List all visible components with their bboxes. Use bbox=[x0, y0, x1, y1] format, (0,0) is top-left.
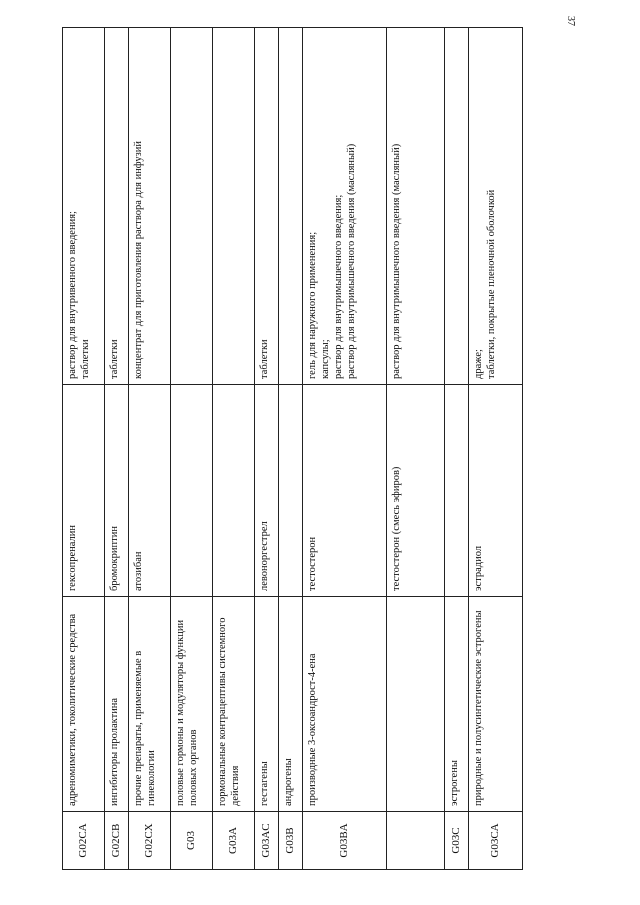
dosage-forms-cell bbox=[171, 28, 213, 385]
dosage-form: таблетки bbox=[259, 339, 270, 379]
table-row bbox=[279, 28, 303, 870]
dosage-form: раствор для внутривенного введения; bbox=[67, 211, 78, 379]
dosage-forms-cell bbox=[387, 28, 445, 385]
atc-code-cell: G03A bbox=[213, 812, 255, 870]
dosage-forms-cell bbox=[63, 28, 105, 385]
atc-code-cell: G02CA bbox=[63, 812, 105, 870]
dosage-form: капсулы; bbox=[320, 339, 332, 379]
group-name-cell: половые гормоны и модуляторы функции половых органов bbox=[171, 597, 213, 812]
dosage-forms-cell bbox=[105, 28, 129, 385]
dosage-form: концентрат для приготовления раствора для инфузий bbox=[133, 141, 144, 379]
dosage-form: гель для наружного применения; bbox=[307, 231, 318, 379]
table-row bbox=[213, 28, 255, 870]
dosage-form: таблетки bbox=[109, 339, 120, 379]
substance-cell: атозибан bbox=[129, 385, 171, 597]
table-row bbox=[105, 28, 129, 870]
substance-cell: тестостерон bbox=[303, 385, 387, 597]
dosage-form: таблетки, покрытые пленочной оболочкой bbox=[486, 189, 498, 379]
dosage-forms-cell bbox=[279, 28, 303, 385]
dosage-forms-cell bbox=[255, 28, 279, 385]
dosage-forms-cell bbox=[303, 28, 387, 385]
substance-cell bbox=[445, 385, 469, 597]
group-name-cell: природные и полусинтетические эстрогены bbox=[469, 597, 523, 812]
atc-code-cell: G03 bbox=[171, 812, 213, 870]
group-name-cell: производные 3-оксоандрост-4-ена bbox=[303, 597, 387, 812]
rotated-table-wrapper bbox=[62, 28, 550, 870]
table-row bbox=[63, 28, 105, 870]
table-row bbox=[303, 28, 387, 870]
dosage-form: драже; bbox=[473, 349, 484, 379]
substance-cell: бромокриптин bbox=[105, 385, 129, 597]
group-name-cell: прочие препараты, применяемые в гинекологии bbox=[129, 597, 171, 812]
group-name-cell: адреномиметики, токолитические средства bbox=[63, 597, 105, 812]
group-name-cell: гестагены bbox=[255, 597, 279, 812]
group-name-cell: гормональные контрацептивы системного действия bbox=[213, 597, 255, 812]
dosage-forms-cell bbox=[129, 28, 171, 385]
group-name-cell: эстрогены bbox=[445, 597, 469, 812]
substance-cell: тестостерон (смесь эфиров) bbox=[387, 385, 445, 597]
table-row bbox=[469, 28, 523, 870]
dosage-form: раствор для внутримышечного введения; bbox=[333, 194, 345, 379]
dosage-form: раствор для внутримышечного введения (масляный) bbox=[391, 143, 402, 379]
table-row bbox=[255, 28, 279, 870]
substance-cell: левоноргестрел bbox=[255, 385, 279, 597]
drug-table bbox=[62, 27, 523, 870]
table-row bbox=[129, 28, 171, 870]
dosage-form: раствор для внутримышечного введения (масляный) bbox=[346, 143, 358, 379]
atc-code-cell: G03C bbox=[445, 812, 469, 870]
dosage-forms-cell bbox=[213, 28, 255, 385]
atc-code-cell: G02CX bbox=[129, 812, 171, 870]
dosage-forms-cell bbox=[469, 28, 523, 385]
dosage-forms-cell bbox=[445, 28, 469, 385]
dosage-form: таблетки bbox=[80, 339, 92, 379]
substance-cell bbox=[213, 385, 255, 597]
group-name-cell bbox=[387, 597, 445, 812]
atc-code-cell: G03CA bbox=[469, 812, 523, 870]
atc-code-cell: G03B bbox=[279, 812, 303, 870]
substance-cell bbox=[171, 385, 213, 597]
substance-cell: эстрадиол bbox=[469, 385, 523, 597]
atc-code-cell: G03AC bbox=[255, 812, 279, 870]
table-row bbox=[387, 28, 445, 870]
atc-code-cell: G02CB bbox=[105, 812, 129, 870]
table-row bbox=[171, 28, 213, 870]
atc-code-cell: G03BA bbox=[303, 812, 387, 870]
group-name-cell: андрогены bbox=[279, 597, 303, 812]
drug-table-body bbox=[63, 28, 523, 870]
atc-code-cell bbox=[387, 812, 445, 870]
page-number: 37 bbox=[565, 16, 576, 26]
substance-cell bbox=[279, 385, 303, 597]
table-row bbox=[445, 28, 469, 870]
substance-cell: гексопреналин bbox=[63, 385, 105, 597]
group-name-cell: ингибиторы пролактина bbox=[105, 597, 129, 812]
